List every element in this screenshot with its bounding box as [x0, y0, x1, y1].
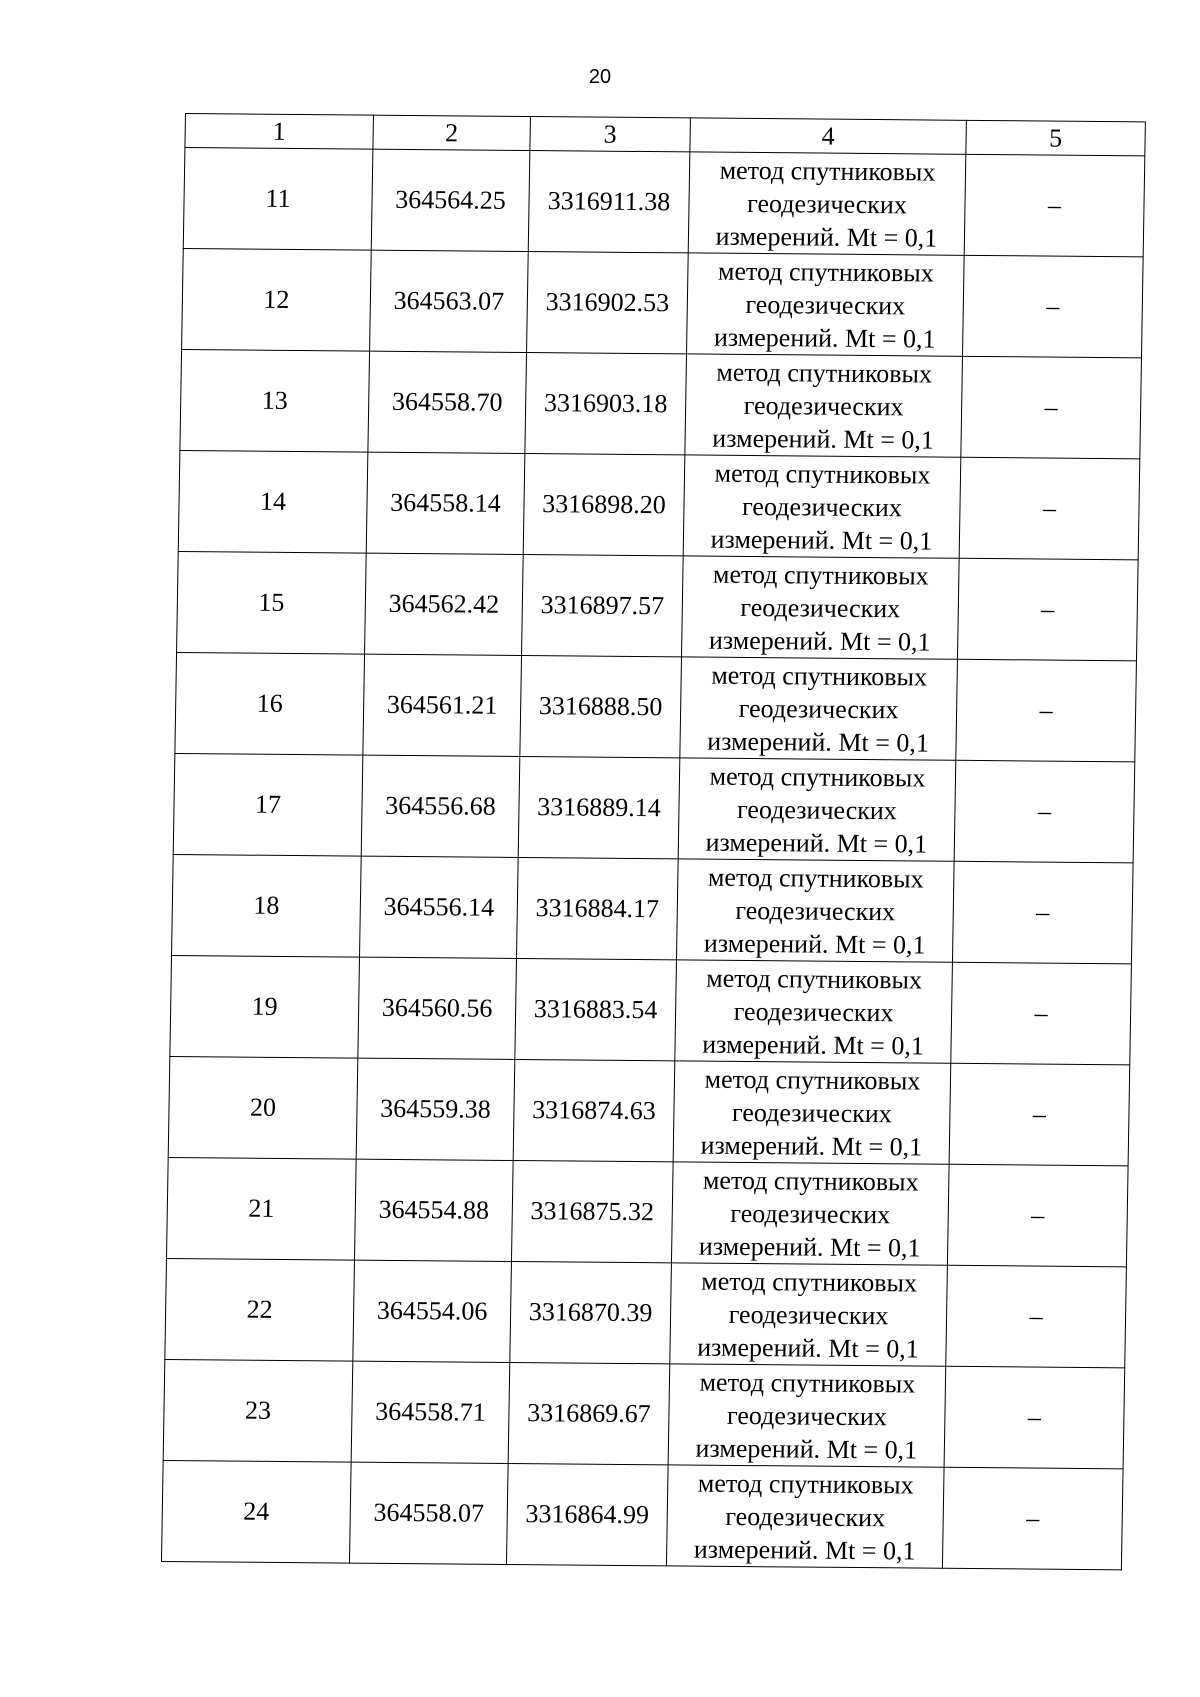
coordinate-x: 364558.14	[366, 452, 525, 554]
coordinate-y: 3316889.14	[518, 756, 680, 858]
coordinate-y: 3316875.32	[511, 1160, 673, 1262]
table-row	[172, 854, 1134, 963]
page-number: 20	[588, 66, 612, 88]
measurement-method: метод спутниковых геодезических измерений. Mt = 0,1	[671, 1162, 949, 1265]
point-number: 20	[168, 1056, 358, 1159]
measurement-method: метод спутниковых геодезических измерений. Mt = 0,1	[676, 859, 954, 962]
note: –	[946, 1265, 1127, 1368]
coordinate-x: 364558.70	[368, 351, 527, 453]
measurement-method: метод спутниковых геодезических измерений. Mt = 0,1	[673, 1061, 951, 1164]
point-number: 18	[172, 854, 362, 957]
coordinate-y: 3316870.39	[510, 1261, 672, 1363]
measurement-method: метод спутниковых геодезических измерений. Mt = 0,1	[685, 354, 963, 457]
measurement-method: метод спутниковых геодезических измерений. Mt = 0,1	[678, 758, 956, 861]
note: –	[964, 154, 1145, 257]
point-number: 23	[163, 1359, 353, 1462]
coordinate-y: 3316883.54	[515, 958, 677, 1060]
coordinate-x: 364561.21	[363, 654, 522, 756]
table-row	[173, 753, 1135, 862]
note: –	[944, 1366, 1125, 1469]
column-header-1: 1	[185, 114, 374, 150]
note: –	[961, 356, 1142, 459]
coordinate-x: 364554.88	[354, 1159, 513, 1261]
measurement-method: метод спутниковых геодезических измерений. Mt = 0,1	[680, 657, 958, 760]
point-number: 17	[173, 753, 363, 856]
note: –	[942, 1467, 1123, 1570]
point-number: 21	[167, 1157, 357, 1260]
coordinate-x: 364563.07	[370, 250, 529, 352]
table-body	[161, 148, 1144, 1570]
table-row	[180, 349, 1142, 458]
table-row	[182, 248, 1144, 357]
coordinate-y: 3316864.99	[506, 1463, 668, 1565]
coordinate-x: 364558.07	[349, 1462, 508, 1564]
column-header-5: 5	[966, 120, 1146, 156]
note: –	[954, 760, 1135, 863]
measurement-method: метод спутниковых геодезических измерений. Mt = 0,1	[666, 1465, 944, 1568]
point-number: 11	[183, 148, 373, 251]
measurement-method: метод спутниковых геодезических измерений. Mt = 0,1	[675, 960, 953, 1063]
point-number: 15	[177, 551, 367, 654]
measurement-method: метод спутниковых геодезических измерений. Mt = 0,1	[683, 455, 961, 558]
point-number: 14	[178, 450, 368, 553]
point-number: 12	[182, 248, 372, 351]
coordinate-x: 364562.42	[365, 553, 524, 655]
coordinate-y: 3316911.38	[528, 151, 690, 253]
coordinate-x: 364556.68	[361, 755, 520, 857]
note: –	[957, 558, 1138, 661]
table-row	[178, 450, 1140, 559]
coordinate-y: 3316902.53	[527, 252, 689, 354]
table-row	[165, 1258, 1127, 1367]
table-row	[163, 1359, 1125, 1468]
table-row	[175, 652, 1137, 761]
column-header-4: 4	[690, 118, 967, 154]
note: –	[949, 1063, 1130, 1166]
measurement-method: метод спутниковых геодезических измерений. Mt = 0,1	[668, 1364, 946, 1467]
table-row	[170, 955, 1132, 1064]
point-number: 19	[170, 955, 360, 1058]
table-row	[183, 148, 1145, 257]
coordinate-x: 364559.38	[356, 1058, 515, 1160]
coordinate-x: 364558.71	[351, 1361, 510, 1463]
table-row	[177, 551, 1139, 660]
table-row	[161, 1460, 1123, 1569]
measurement-method: метод спутниковых геодезических измерений. Mt = 0,1	[682, 556, 960, 659]
note: –	[959, 457, 1140, 560]
coordinate-x: 364564.25	[371, 149, 530, 251]
column-header-2: 2	[373, 115, 531, 150]
table-row	[168, 1056, 1130, 1165]
coordinate-y: 3316903.18	[525, 353, 687, 455]
coordinate-y: 3316869.67	[508, 1362, 670, 1464]
measurement-method: метод спутниковых геодезических измерений. Mt = 0,1	[670, 1263, 948, 1366]
coordinates-table	[161, 113, 1146, 1570]
measurement-method: метод спутниковых геодезических измерений. Mt = 0,1	[687, 253, 965, 356]
coordinate-x: 364560.56	[358, 957, 517, 1059]
note: –	[956, 659, 1137, 762]
note: –	[952, 861, 1133, 964]
coordinate-y: 3316884.17	[516, 857, 678, 959]
coordinate-x: 364554.06	[353, 1260, 512, 1362]
note: –	[962, 255, 1143, 358]
point-number: 24	[161, 1460, 351, 1563]
coordinate-y: 3316897.57	[522, 554, 684, 656]
coordinate-y: 3316888.50	[520, 655, 682, 757]
coordinate-x: 364556.14	[360, 856, 519, 958]
measurement-method: метод спутниковых геодезических измерений. Mt = 0,1	[688, 152, 966, 255]
column-header-3: 3	[530, 117, 691, 152]
coordinate-y: 3316898.20	[523, 454, 685, 556]
point-number: 16	[175, 652, 365, 755]
table-row	[167, 1157, 1129, 1266]
note: –	[951, 962, 1132, 1065]
point-number: 22	[165, 1258, 355, 1361]
note: –	[947, 1164, 1128, 1267]
coordinate-y: 3316874.63	[513, 1059, 675, 1161]
point-number: 13	[180, 349, 370, 452]
